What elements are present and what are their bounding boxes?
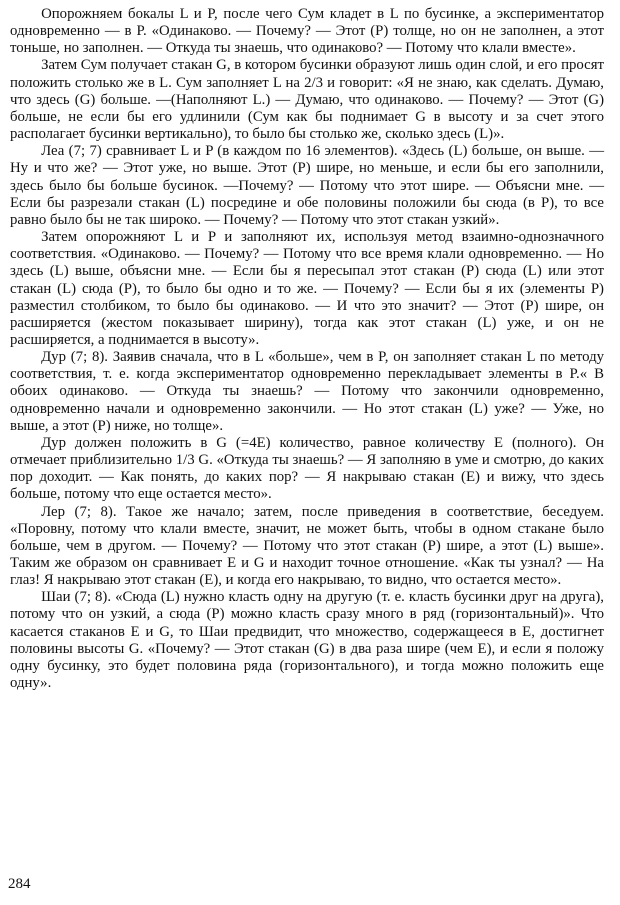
paragraph-6: Дур должен положить в G (=4E) количество, равное количеству E (полного). Он отмечает приблизительно 1/3 G. «Откуда ты знаешь? — Я заполняю в уме и смотрю, до каких пор доходит. — Как понять, до каких пор? — Я накрываю стакан (E) и вижу, что здесь больше, потому что еще остается место». (10, 434, 604, 503)
page-number: 284 (8, 876, 31, 892)
paragraph-2: Затем Сум получает стакан G, в котором бусинки образуют лишь один слой, и его просят положить столько же в L. Сум заполняет L на 2/3 и говорит: «Я не знаю, как сделать. Думаю, что здесь (G) больше. —(Наполняют L.) — Думаю, что одинаково. — Почему? — Этот (G) больше, не если бы его удлинили (Сум как бы поднимает G в высоту и за счет этого располагает бусинки вертикально), то было бы столько же, сколько здесь (L)». (10, 57, 604, 143)
paragraph-4: Затем опорожняют L и P и заполняют их, используя метод взаимно-однозначного соответствия. «Одинаково. — Почему? — Потому что все время клали одновременно. — Но здесь (L) выше, объясни мне. — Если бы я пересыпал этот стакан (P) сюда (L) или этот стакан (L) сюда (P), то было бы одно и то же. — Почему? — Если бы я их (элементы P) разместил столбиком, то было бы одинаково. — И что это значит? — Этот (P) шире, он расширяется (жестом показывает ширину), тогда как этот стакан (L) уже, и он не расширяется, а поднимается в высоту». (10, 229, 604, 348)
paragraph-5: Дур (7; 8). Заявив сначала, что в L «больше», чем в P, он заполняет стакан L по методу соответствия, т. е. когда экспериментатор одновременно перекладывает элементы в P.« В обоих одинаково. — Откуда ты знаешь? — Потому что закончили одновременно, одновременно начали и одновременно закончили. — Но этот стакан (L) уже? — Уже, но выше, а этот (P) ниже, но толще». (10, 349, 604, 434)
paragraph-3: Леа (7; 7) сравнивает L и P (в каждом по 16 элементов). «Здесь (L) больше, он выше. — Ну и что же? — Этот уже, но выше. Этот (P) шире, но меньше, и если бы его заполнили, здесь было бы больше бусинок. —Почему? — Потому что этот шире. — Объясни мне. — Если бы разрезали стакан (L) посредине и обе половины положили бы сюда (в P), то все равно было бы не так широко. — Почему? — Потому что этот стакан узкий». (10, 143, 604, 228)
paragraph-1: Опорожняем бокалы L и P, после чего Сум кладет в L по бусинке, а экспериментатор одновременно — в P. «Одинаково. — Почему? — Этот (P) толще, но он не заполнен, а этот тоньше, но заполнен. — Откуда ты знаешь, что одинаково? — Потому что клали вместе». (10, 6, 604, 57)
paragraph-8: Шаи (7; 8). «Сюда (L) нужно класть одну на другую (т. е. класть бусинки друг на друга), потому что он узкий, а сюда (P) можно класть сразу много в ряд (горизонтальный)». Что касается стаканов E и G, то Шаи предвидит, что множество, содержащееся в E, достигнет половины высоты G. «Почему? — Этот стакан (G) в два раза шире (чем E), и если я положу одну бусинку, это будет половина ряда (горизонтального), и тогда можно положить еще одну». (10, 589, 604, 692)
paragraph-7: Лер (7; 8). Такое же начало; затем, после приведения в соответствие, беседуем. «Поровну, потому что клали вместе, значит, не может быть, чтобы в одном стакане было больше, чем в другом. — Почему? — Потому что этот стакан (P) шире, а этот (L) выше». Таким же образом он сравнивает E и G и находит точное отношение. «Как ты узнал? — На глаз! Я накрываю этот стакан (E), и когда его накрываю, то видно, что остается место». (10, 503, 604, 589)
body-text (10, 6, 604, 692)
